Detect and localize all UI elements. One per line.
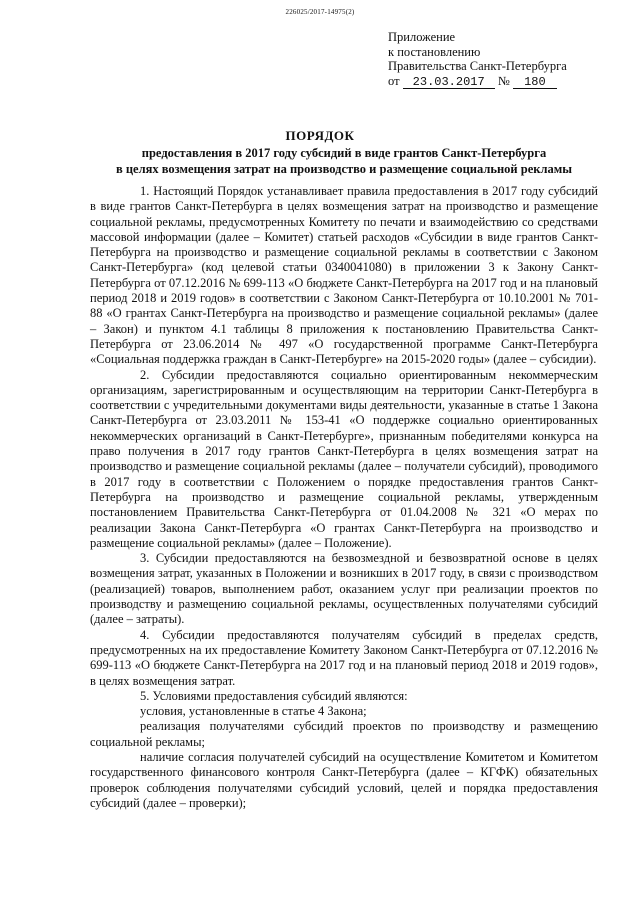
- paragraph-5: 5. Условиями предоставления субсидий являются:: [140, 688, 408, 703]
- approval-line-appendix: Приложение: [388, 30, 456, 44]
- document-body: [90, 184, 598, 811]
- approval-block: [388, 30, 618, 89]
- document-subtitle: [84, 146, 604, 177]
- paragraph-4: 4. Субсидии предоставляются получателям субсидий в пределах средств, предусмотренных на их предоставление Комитету Законом Санкт-Петербурга от 07.12.2016 № 699-113 «О бюджете Санкт-Петербурга на 2017 год и на плановый период 2018 и 2019 годов», в целях возмещения затрат.: [90, 627, 598, 688]
- approval-number: 180: [513, 76, 557, 89]
- paragraph-1: 1. Настоящий Порядок устанавливает правила предоставления в 2017 году субсидий в виде грантов Санкт-Петербурга в целях возмещения затрат на производство и размещение социальной рекламы, предусмотренных Комитету по печати и взаимодействию со средствами массовой информации (далее – Комитет) статьей расходов «Субсидии в виде грантов Санкт-Петербурга на производство и размещение социальной рекламы в соответствии с Законом Санкт-Петербурга» (код целевой статьи 0340041080) в приложении 3 к Закону Санкт-Петербурга от 07.12.2016 № 699-113 «О бюджете Санкт-Петербурга на 2017 год и на плановый период 2018 и 2019 годов» в соответствии с Законом Санкт-Петербурга от 10.10.2001 № 701-88 «О грантах Санкт-Петербурга на производство и размещение социальной рекламы» (далее – Закон) и пунктом 4.1 таблицы 8 приложения к постановлению Правительства Санкт-Петербурга от 23.06.2014 № 497 «О государственной программе Санкт-Петербурга «Социальная поддержка граждан в Санкт-Петербурге» на 2015-2020 годы» (далее – субсидии).: [90, 184, 598, 367]
- paragraph-5-condition-3: наличие согласия получателей субсидий на осуществление Комитетом и Комитетом государственного финансового контроля Санкт-Петербурга (далее – КГФК) обязательных проверок соблюдения получателями субсидий условий, целей и порядка предоставления субсидий (далее – проверки);: [90, 749, 598, 810]
- document-code: 226025/2017-14975(2): [285, 8, 355, 16]
- subtitle-line-1: предоставления в 2017 году субсидий в виде грантов Санкт-Петербурга: [141, 146, 547, 160]
- approval-line-government: Правительства Санкт-Петербурга: [388, 59, 567, 73]
- from-label: от: [388, 73, 400, 88]
- number-label: №: [497, 73, 510, 88]
- paragraph-5-condition-1: условия, установленные в статье 4 Закона;: [140, 704, 367, 719]
- paragraph-5-condition-2: реализация получателями субсидий проектов по производству и размещению социальной рекламы;: [90, 719, 598, 749]
- approval-date: 23.03.2017: [403, 76, 495, 89]
- approval-line-resolution: к постановлению: [388, 44, 481, 59]
- paragraph-3: 3. Субсидии предоставляются на безвозмездной и безвозвратной основе в целях возмещения затрат, указанных в Положении и возникших в 2017 году, в связи с производством (реализацией) товаров, выполнением работ, оказанием услуг при реализации проектов по производству и размещению социальной рекламы, осуществленных получателями субсидий (далее – затраты).: [90, 551, 598, 627]
- document-title: ПОРЯДОК: [285, 128, 355, 143]
- subtitle-line-2: в целях возмещения затрат на производство и размещение социальной рекламы: [115, 161, 572, 176]
- paragraph-2: 2. Субсидии предоставляются социально ориентированным некоммерческим организациям, зарегистрированным и осуществляющим на территории Санкт-Петербурга в соответствии с учредительными документами виды деятельности, указанные в статье 1 Закона Санкт-Петербурга от 23.03.2011 № 153-41 «О поддержке социально ориентированных некоммерческих организаций в Санкт-Петербурге», признанным победителями конкурса на право получения в 2017 году грантов Санкт-Петербурга в целях возмещения затрат на производство и размещение социальной рекламы (далее – получатели субсидий), проводимого в 2017 году в соответствии с Положением о порядке предоставления грантов Санкт-Петербурга на производство и размещение социальной рекламы, утвержденным постановлением Правительства Санкт-Петербурга от 01.04.2008 № 321 «О мерах по реализации Закона Санкт-Петербурга «О грантах Санкт-Петербурга на производство и размещение социальной рекламы» (далее – Положение).: [90, 367, 598, 550]
- approval-date-number-line: [388, 74, 618, 89]
